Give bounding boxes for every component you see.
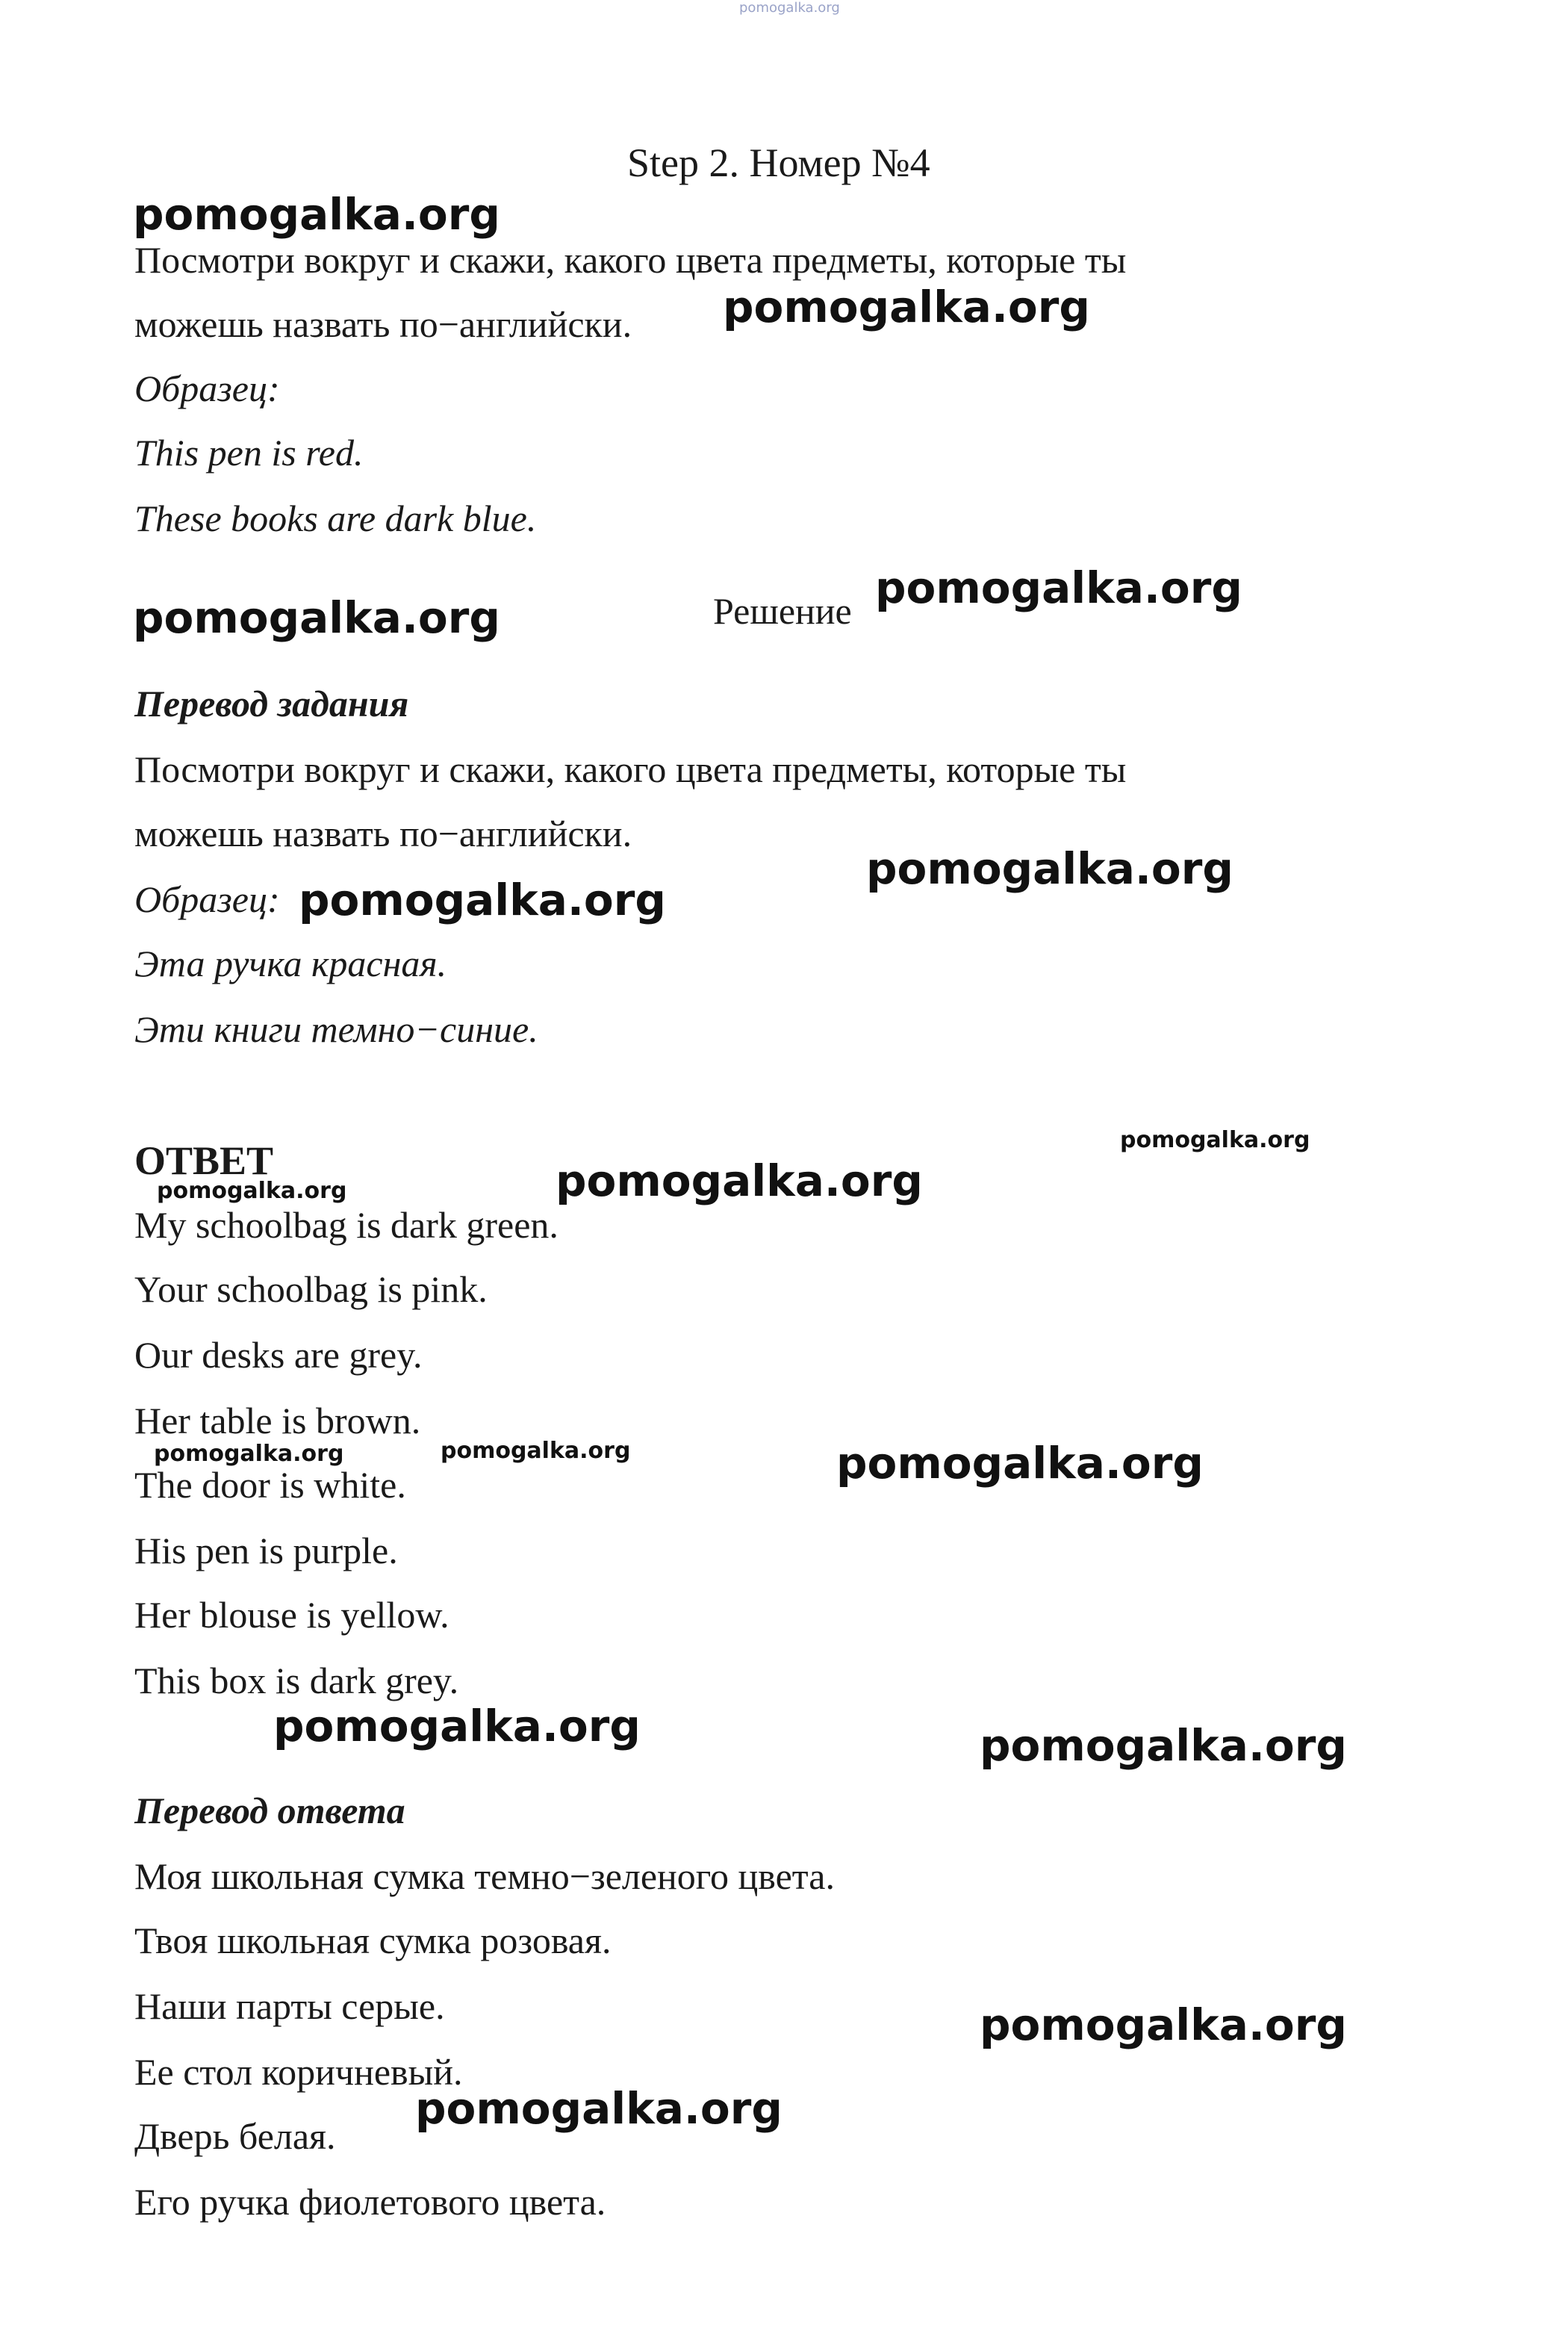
answer-line: This box is dark grey. <box>134 1660 459 1701</box>
watermark-top: pomogalka.org <box>739 0 840 16</box>
watermark: pomogalka.org <box>154 1441 344 1467</box>
watermark: pomogalka.org <box>980 1999 1347 2050</box>
task-line-1: Посмотри вокруг и скажи, какого цвета предметы, которые ты <box>134 239 1127 281</box>
task-example-1: This pen is red. <box>134 432 364 474</box>
task-example-2: These books are dark blue. <box>134 497 537 539</box>
page-title: Step 2. Номер №4 <box>627 140 930 185</box>
translation-heading: Перевод задания <box>134 683 409 724</box>
answer-line: Her blouse is yellow. <box>134 1594 449 1636</box>
answer-translation-line: Наши парты серые. <box>134 1985 445 2027</box>
answer-translation-line: Дверь белая. <box>134 2115 336 2157</box>
answer-translation-line: Его ручка фиолетового цвета. <box>134 2181 606 2223</box>
watermark: pomogalka.org <box>556 1155 923 1206</box>
watermark: pomogalka.org <box>836 1438 1204 1489</box>
answer-heading: ОТВЕТ <box>134 1138 274 1183</box>
translation-line-1: Посмотри вокруг и скажи, какого цвета предметы, которые ты <box>134 748 1127 790</box>
task-line-2: можешь назвать по−английски. <box>134 303 632 345</box>
watermark: pomogalka.org <box>441 1438 631 1464</box>
answer-translation-heading: Перевод ответа <box>134 1790 405 1831</box>
answer-line: My schoolbag is dark green. <box>134 1204 559 1246</box>
watermark: pomogalka.org <box>157 1178 347 1204</box>
watermark: pomogalka.org <box>1120 1127 1310 1153</box>
translation-line-2: можешь назвать по−английски. <box>134 813 632 854</box>
answer-translation-line: Моя школьная сумка темно−зеленого цвета. <box>134 1855 835 1897</box>
solution-heading: Решение <box>713 590 852 632</box>
watermark: pomogalka.org <box>133 592 500 643</box>
watermark: pomogalka.org <box>133 189 500 240</box>
translation-example-2: Эти книги темно−синие. <box>134 1008 538 1050</box>
answer-line: Our desks are grey. <box>134 1334 423 1376</box>
watermark: pomogalka.org <box>415 2083 783 2134</box>
translation-example-1: Эта ручка красная. <box>134 943 447 984</box>
answer-translation-line: Твоя школьная сумка розовая. <box>134 1920 612 1961</box>
watermark: pomogalka.org <box>273 1701 641 1751</box>
watermark: pomogalka.org <box>875 562 1242 613</box>
task-example-label: Образец: <box>134 367 280 409</box>
answer-line: His pen is purple. <box>134 1530 398 1571</box>
watermark: pomogalka.org <box>980 1720 1347 1771</box>
watermark: pomogalka.org <box>299 875 666 925</box>
answer-line: Your schoolbag is pink. <box>134 1268 488 1310</box>
answer-translation-line: Ее стол коричневый. <box>134 2051 463 2093</box>
answer-line: Her table is brown. <box>134 1400 421 1441</box>
translation-example-label: Образец: <box>134 878 280 920</box>
answer-line: The door is white. <box>134 1464 406 1506</box>
watermark: pomogalka.org <box>723 282 1090 332</box>
watermark: pomogalka.org <box>866 843 1233 894</box>
